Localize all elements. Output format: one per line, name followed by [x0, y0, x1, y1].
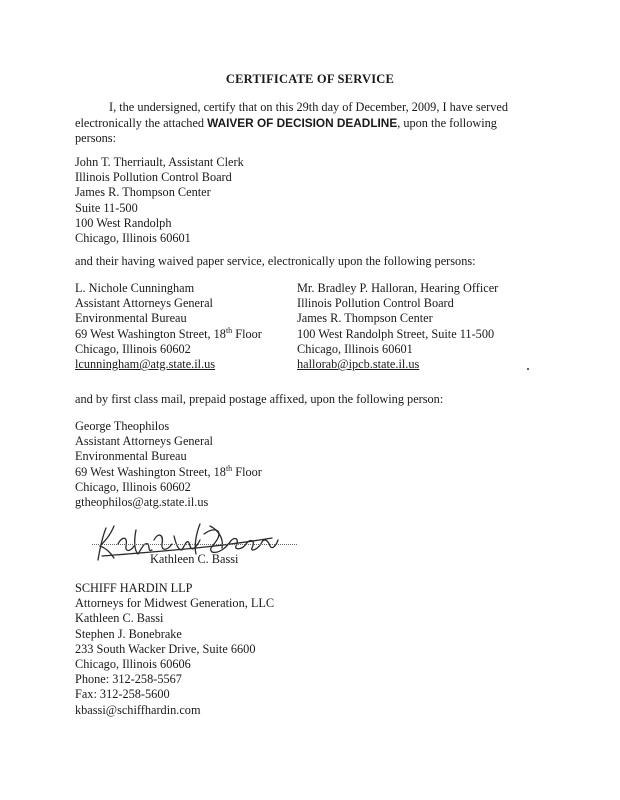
- address-line: Assistant Attorneys General: [75, 296, 213, 311]
- address-line: James R. Thompson Center: [75, 185, 211, 200]
- firm-signature-block: [75, 581, 274, 718]
- mail-recipient-address: [75, 419, 262, 510]
- mail-service-text: and by first class mail, prepaid postage affixed, upon the following person:: [75, 392, 444, 406]
- address-line: Chicago, Illinois 60601: [297, 341, 413, 356]
- intro-text-after: , upon the following persons:: [75, 115, 497, 146]
- firm-line: Kathleen C. Bassi: [75, 611, 164, 626]
- firm-line: 233 South Wacker Drive, Suite 6600: [75, 641, 256, 656]
- paper-service-text: and their having waived paper service, electronically upon the following persons:: [75, 254, 476, 268]
- address-line: Assistant Attorneys General: [75, 434, 213, 449]
- scan-speck: [527, 368, 529, 370]
- street-line: 69 West Washington Street, 18th Floor: [75, 463, 262, 479]
- firm-line: Attorneys for Midwest Generation, LLC: [75, 596, 275, 611]
- firm-line: Fax: 312-258-5600: [75, 687, 170, 702]
- firm-line: SCHIFF HARDIN LLP: [75, 581, 193, 595]
- firm-line: Chicago, Illinois 60606: [75, 657, 191, 672]
- document-title: CERTIFICATE OF SERVICE: [225, 72, 395, 86]
- firm-line: Stephen J. Bonebrake: [75, 626, 182, 641]
- signature-line: [92, 544, 297, 545]
- left-recipient-address: [75, 281, 262, 372]
- street-line: 69 West Washington Street, 18th Floor: [75, 325, 262, 341]
- firm-email: kbassi@schiffhardin.com: [75, 702, 201, 717]
- intro-paragraph: [75, 100, 515, 147]
- firm-line: Phone: 312-258-5567: [75, 672, 182, 687]
- address-line: John T. Therriault, Assistant Clerk: [75, 155, 244, 169]
- address-line: 100 West Randolph: [75, 215, 172, 230]
- address-line: L. Nichole Cunningham: [75, 281, 195, 295]
- email-text: gtheophilos@atg.state.il.us: [75, 495, 209, 510]
- address-line: Suite 11-500: [75, 200, 138, 215]
- email-link[interactable]: hallorab@ipcb.state.il.us: [297, 357, 420, 372]
- first-recipient-address: [75, 155, 244, 246]
- city-line: Chicago, Illinois 60602: [75, 341, 191, 356]
- right-recipient-address: [297, 281, 498, 372]
- address-line: 100 West Randolph Street, Suite 11-500: [297, 326, 495, 341]
- email-link[interactable]: lcunningham@atg.state.il.us: [75, 357, 216, 372]
- address-line: James R. Thompson Center: [297, 311, 433, 326]
- address-line: Chicago, Illinois 60601: [75, 231, 191, 246]
- address-line: George Theophilos: [75, 419, 170, 433]
- address-line: Illinois Pollution Control Board: [75, 170, 232, 185]
- address-line: Environmental Bureau: [75, 449, 187, 464]
- city-line: Chicago, Illinois 60602: [75, 479, 191, 494]
- address-line: Mr. Bradley P. Halloran, Hearing Officer: [297, 281, 499, 295]
- signer-name: Kathleen C. Bassi: [150, 552, 239, 566]
- intro-text-before: I, the undersigned, certify that on this 29th day of December, 2009, I have served electronically the attached: [75, 100, 509, 130]
- address-line: Environmental Bureau: [75, 311, 187, 326]
- address-line: Illinois Pollution Control Board: [297, 296, 454, 311]
- intro-document-name: WAIVER OF DECISION DEADLINE: [207, 115, 398, 130]
